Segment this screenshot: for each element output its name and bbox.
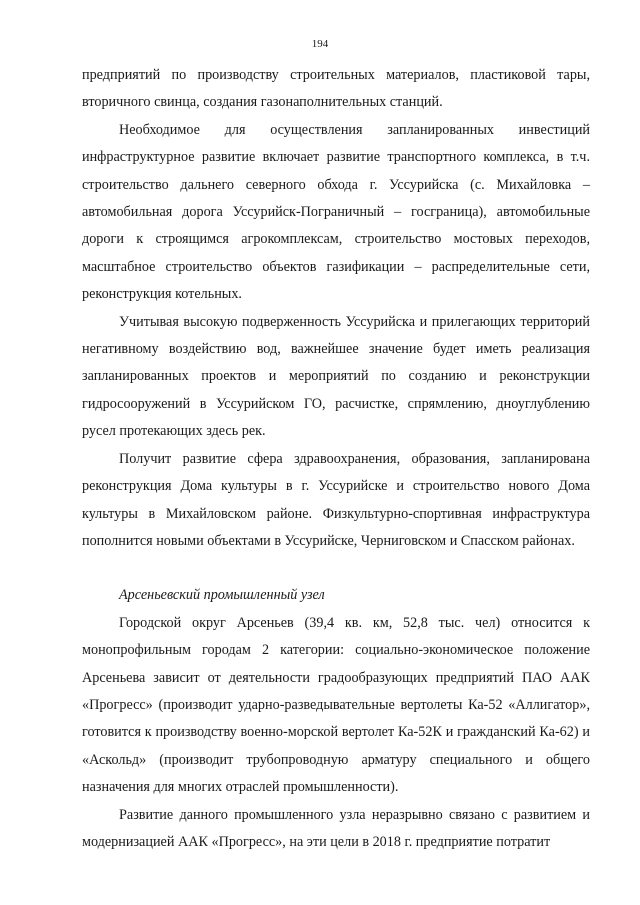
paragraph-social-sphere: Получит развитие сфера здравоохранения, образования, запланирована реконструкция Дома культуры в г. Уссурийске и строительство нового Дома культуры в Михайловском районе. Физкультурно-спортивная инфраструктура пополнится новыми объектами в Уссурийске, Черниговском и Спасском районах. [82,450,590,549]
paragraph-continuation: предприятий по производству строительных материалов, пластиковой тары, вторичного свинца, создания газонаполнительных станций. [82,67,590,111]
document-body [82,62,590,856]
section-heading: Арсеньевский промышленный узел [119,587,325,604]
paragraph-arsenyev-overview: Городской округ Арсеньев (39,4 кв. км, 52,8 тыс. чел) относится к монопрофильным городам 2 категории: социально-экономическое положение Арсеньева зависит от деятельности градообразующих предприятий ПАО ААК «Прогресс» (производит ударно-разведывательные вертолеты Ка-52 «Аллигатор», готовится к производству военно-морской вертолет Ка-52К и гражданский Ка-62) и «Аскольд» (производит трубопроводную арматуру специального и общего назначения для многих отраслей промышленности). [82,614,590,796]
paragraph-flood-protection: Учитывая высокую подверженность Уссурийска и прилегающих территорий негативному воздействию вод, важнейшее значение будет иметь реализация запланированных проектов и мероприятий по созданию и реконструкции гидросооружений в Уссурийском ГО, расчистке, спрямлению, дноуглублению русел протекающих здесь рек. [82,313,590,440]
paragraph-infrastructure: Необходимое для осуществления запланированных инвестиций инфраструктурное развитие включает развитие транспортного комплекса, в т.ч. строительство дальнего северного обхода г. Уссурийска (с. Михайловка – автомобильная дорога Уссурийск-Пограничный – госграница), автомобильные дороги к строящимся агрокомплексам, строительство мостовых переходов, масштабное строительство объектов газификации – распределительные сети, реконструкция котельных. [82,121,590,303]
paragraph-progress-modernization: Развитие данного промышленного узла неразрывно связано с развитием и модернизацией ААК «Прогресс», на эти цели в 2018 г. предприятие потратит [82,806,590,850]
page-number: 194 [311,38,329,50]
